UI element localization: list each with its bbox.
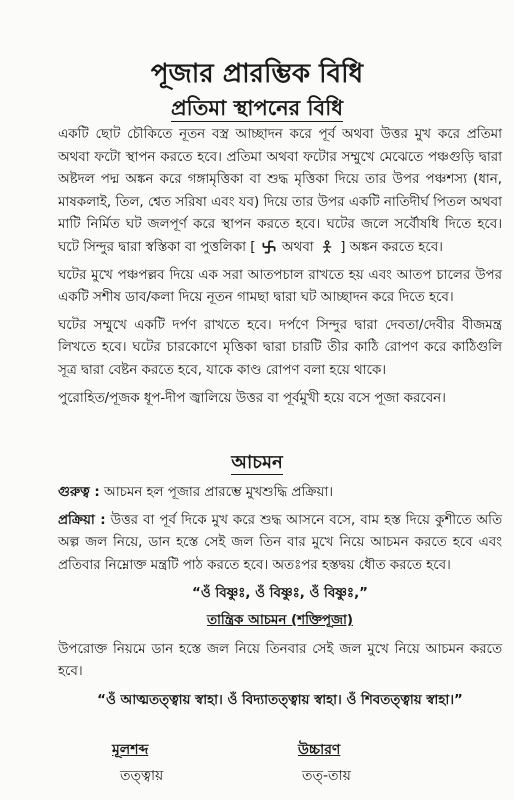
tantric-text: উপরোক্ত নিয়মে ডান হস্তে জল নিয়ে তিনবার সেই জল মুখে নিয়ে আচমন করতে হবে। (58, 641, 502, 680)
subtitle-text: প্রতিমা স্থাপনের বিধি (170, 96, 344, 120)
achaman-heading-text: আচমন (231, 452, 283, 473)
paragraph-text-c: ] অঙ্কন করতে হবে। (340, 239, 443, 255)
tantric-heading: তান্ত্রিক আচমন (শক্তিপূজা) (207, 612, 353, 628)
tattva-mantra: “ওঁ আত্মতত্ত্বায় স্বাহা। ওঁ বিদ্যাতত্ত্বায় স্বাহা। ওঁ শিবতত্ত্বায় স্বাহা।” (97, 692, 463, 708)
puttalika-icon (320, 240, 334, 254)
importance-text: আচমন হল পূজার প্রারম্ভে মুখশুদ্ধি প্রক্রিয়া। (103, 485, 334, 500)
paragraph-priest: পুরোহিত/পূজক ধূপ-দীপ জ্বালিয়ে উত্তর বা পূর্বমুখী হয়ে বসে পূজা করবেন। (58, 390, 446, 406)
page-title: পূজার প্রারম্ভিক বিধি (150, 59, 364, 89)
process-text: উত্তর বা পূর্ব দিকে মুখ করে শুদ্ধ আসনে বসে, বাম হস্ত দিয়ে কুশীতে অতি অল্প জল নিয়ে, ডান হস্তে সেই জল তিন বার মুখে নিয়ে আচমন করতে হবে এবং প্রতিবার নিম্নোক্ত মন্ত্রটি পাঠ করতে হবে। অতঃপর হস্তদ্বয় ধৌত করতে হবে। (58, 512, 503, 573)
paragraph-text-b: অথবা (282, 239, 314, 255)
process-label: প্রক্রিয়া : (58, 512, 106, 528)
paragraph-pancha-pallava: ঘটের মুখে পঞ্চপল্লব দিয়ে এক সরা আতপচাল রাখতে হয় এবং আতপ চালের উপর একটি সশীষ ডাব/কলা দিয়ে নূতন গামছা দ্বারা ঘট আচ্ছাদন করে দিতে হবে। (58, 267, 502, 306)
table-header-pronunciation: উচ্চারণ (298, 742, 341, 758)
process-row (58, 510, 502, 578)
installation-section (58, 124, 502, 415)
table-header-root-word: মূলশব্দ (112, 742, 149, 758)
importance-label: গুরুত্ব : (58, 485, 100, 500)
paragraph-installation (58, 124, 502, 260)
table-cell-root-word: তত্ত্বায় (120, 768, 164, 784)
importance-row (58, 482, 502, 505)
achaman-heading (0, 450, 514, 476)
table-cell-pronunciation: তত্‌-তায় (302, 768, 351, 784)
page-subtitle (0, 94, 514, 122)
vishnu-mantra: “ওঁ বিষ্ণুঃ, ওঁ বিষ্ণুঃ, ওঁ বিষ্ণুঃ,” (192, 586, 368, 602)
paragraph-text-a: একটি ছোট চৌকিতে নূতন বস্ত্র আচ্ছাদন করে পূর্ব অথবা উত্তর মুখ করে প্রতিমা অথবা ফটো স্থাপন করতে হবে। প্রতিমা অথবা ফটোর সম্মুখে মেঝেতে পঞ্চগুড়ি দ্বারা অষ্টদল পদ্ম অঙ্কন করে গঙ্গামৃত্তিকা বা শুদ্ধ মৃত্তিকা দিয়ে তার উপর পঞ্চশস্য (ধান, মাষকলাই, তিল, শ্বেত সরিষা এবং যব) দিয়ে তার উপর একটি নাতিদীর্ঘ পিতল অথবা মাটি নির্মিত ঘট জলপূর্ণ করে স্থাপন করতে হবে। ঘটের জলে সর্বৌষধি দিতে হবে। ঘটে সিন্দুর দ্বারা স্বস্তিকা বা পুত্তলিকা [ (58, 127, 502, 255)
paragraph-mirror: ঘটের সম্মুখে একটি দর্পণ রাখতে হবে। দর্পণে সিন্দুর দ্বারা দেবতা/দেবীর বীজমন্ত্র লিখতে হবে। ঘটের চারকোণে মৃত্তিকা দ্বারা চারটি তীর কাঠি রোপণ করে কাঠিগুলি সূত্র দ্বারা বেষ্টন করতে হবে, যাকে কাণ্ড রোপণ বলা হয়ে থাকে। (58, 317, 502, 378)
swastika-icon (262, 240, 276, 254)
achaman-section (58, 482, 502, 716)
